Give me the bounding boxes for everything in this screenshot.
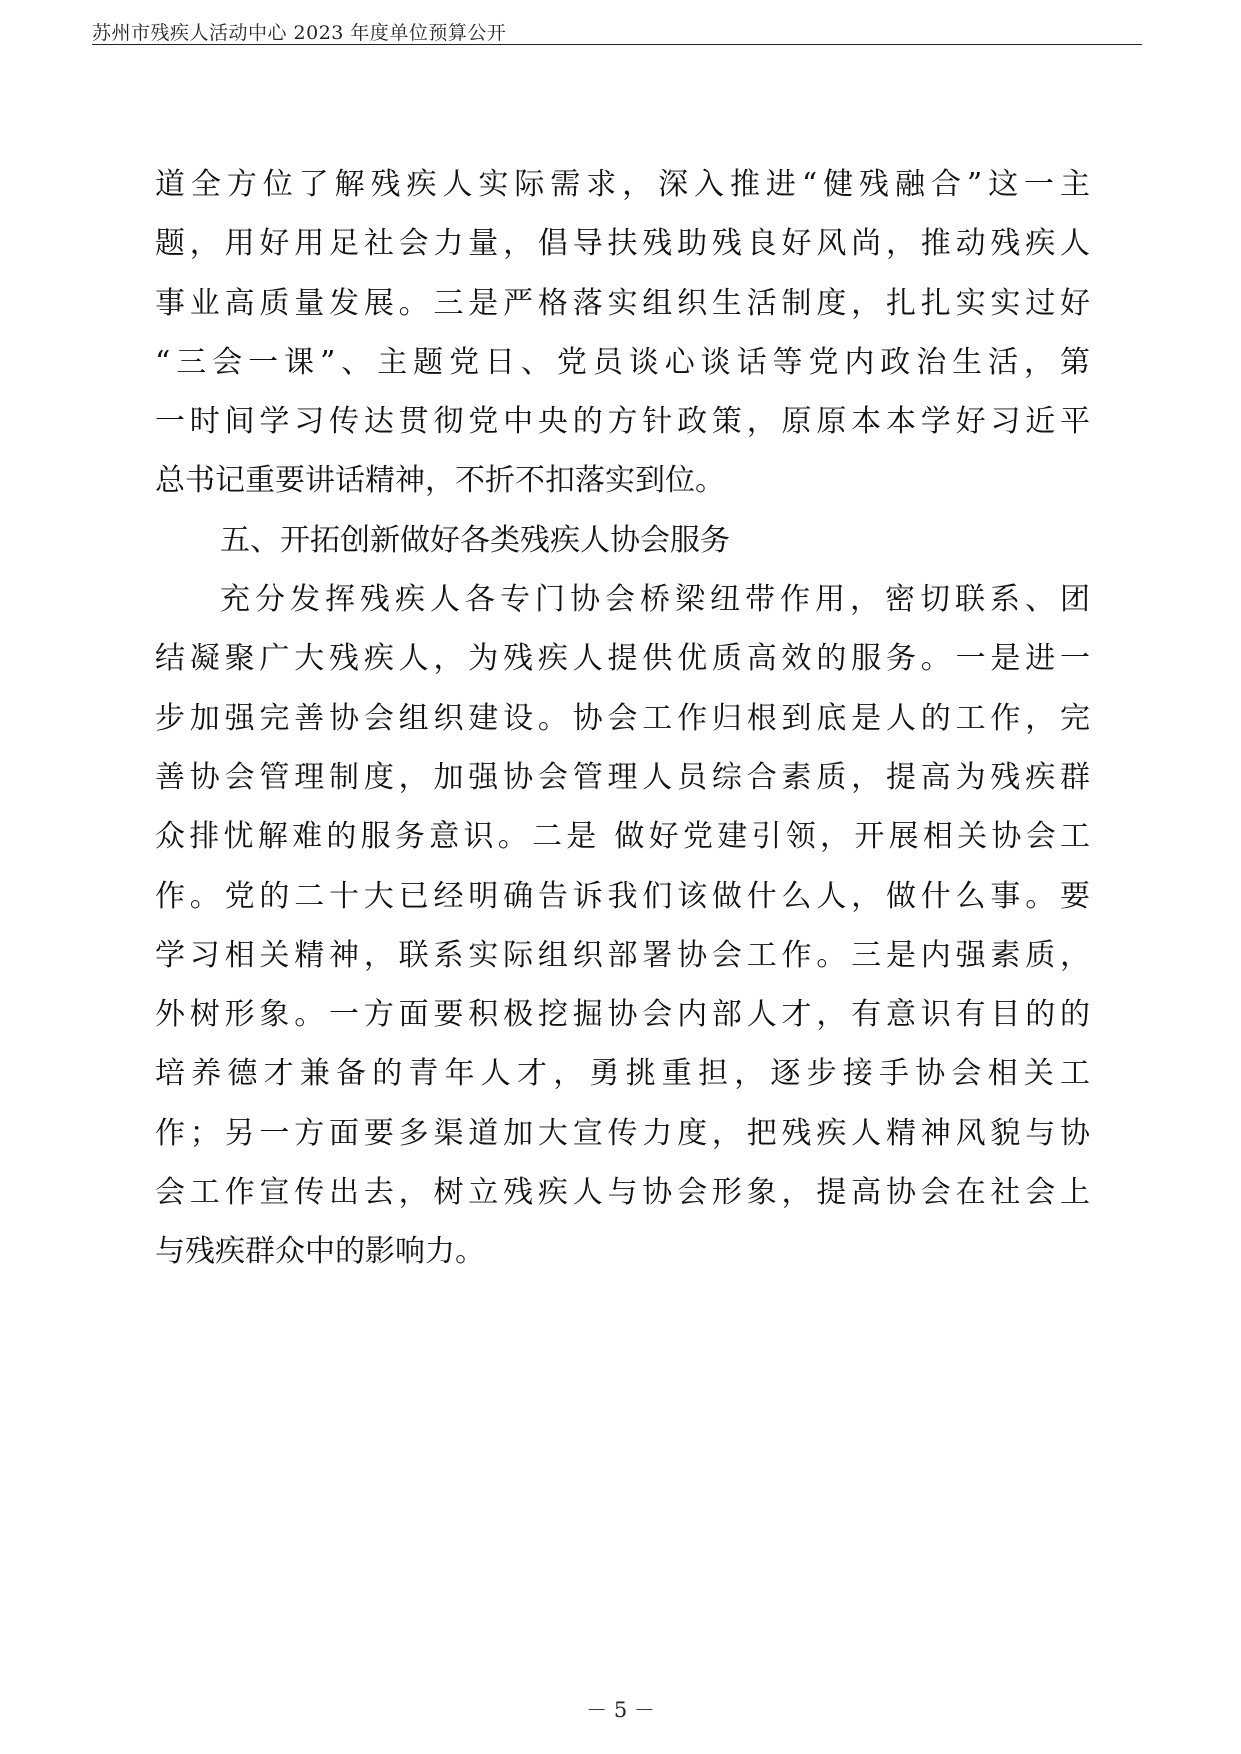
body-line: 善协会管理制度，加强协会管理人员综合素质，提高为残疾群 [155, 759, 1090, 795]
body-line: 题，用好用足社会力量，倡导扶残助残良好风尚，推动残疾人 [155, 226, 1090, 262]
page-number: － 5 － [586, 1698, 655, 1722]
body-line: 道全方位了解残疾人实际需求，深入推进“健残融合”这一主 [155, 167, 1090, 202]
body-line: 步加强完善协会组织建设。协会工作归根到底是人的工作，完 [155, 700, 1090, 736]
body-line: 结凝聚广大残疾人，为残疾人提供优质高效的服务。一是进一 [155, 641, 1090, 677]
body-line: 与残疾群众中的影响力。 [155, 1234, 485, 1270]
body-line: 事业高质量发展。三是严格落实组织生活制度，扎扎实实过好 [155, 285, 1090, 321]
header-title: 苏州市残疾人活动中心 2023 年度单位预算公开 [92, 22, 507, 44]
body-line: 培养德才兼备的青年人才，勇挑重担，逐步接手协会相关工 [155, 1056, 1090, 1092]
page-header [92, 14, 1142, 45]
body-line: 会工作宣传出去，树立残疾人与协会形象，提高协会在社会上 [155, 1175, 1090, 1211]
body-line: 一时间学习传达贯彻党中央的方针政策，原原本本学好习近平 [155, 404, 1090, 440]
body-line: 总书记重要讲话精神，不折不扣落实到位。 [155, 463, 725, 499]
body-line: 众排忧解难的服务意识。二是 做好党建引领，开展相关协会工 [155, 819, 1090, 855]
section-heading: 五、开拓创新做好各类残疾人协会服务 [220, 522, 730, 558]
body-line: 学习相关精神，联系实际组织部署协会工作。三是内强素质， [155, 937, 1090, 973]
body-line: 外树形象。一方面要积极挖掘协会内部人才，有意识有目的的 [155, 997, 1090, 1033]
body-line: 作；另一方面要多渠道加大宣传力度，把残疾人精神风貌与协 [155, 1115, 1090, 1151]
document-body [155, 155, 1090, 1282]
body-line: 充分发挥残疾人各专门协会桥梁纽带作用，密切联系、团 [220, 582, 1090, 618]
body-line: “三会一课”、主题党日、党员谈心谈话等党内政治生活，第 [155, 344, 1090, 380]
body-line: 作。党的二十大已经明确告诉我们该做什么人，做什么事。要 [155, 878, 1090, 914]
